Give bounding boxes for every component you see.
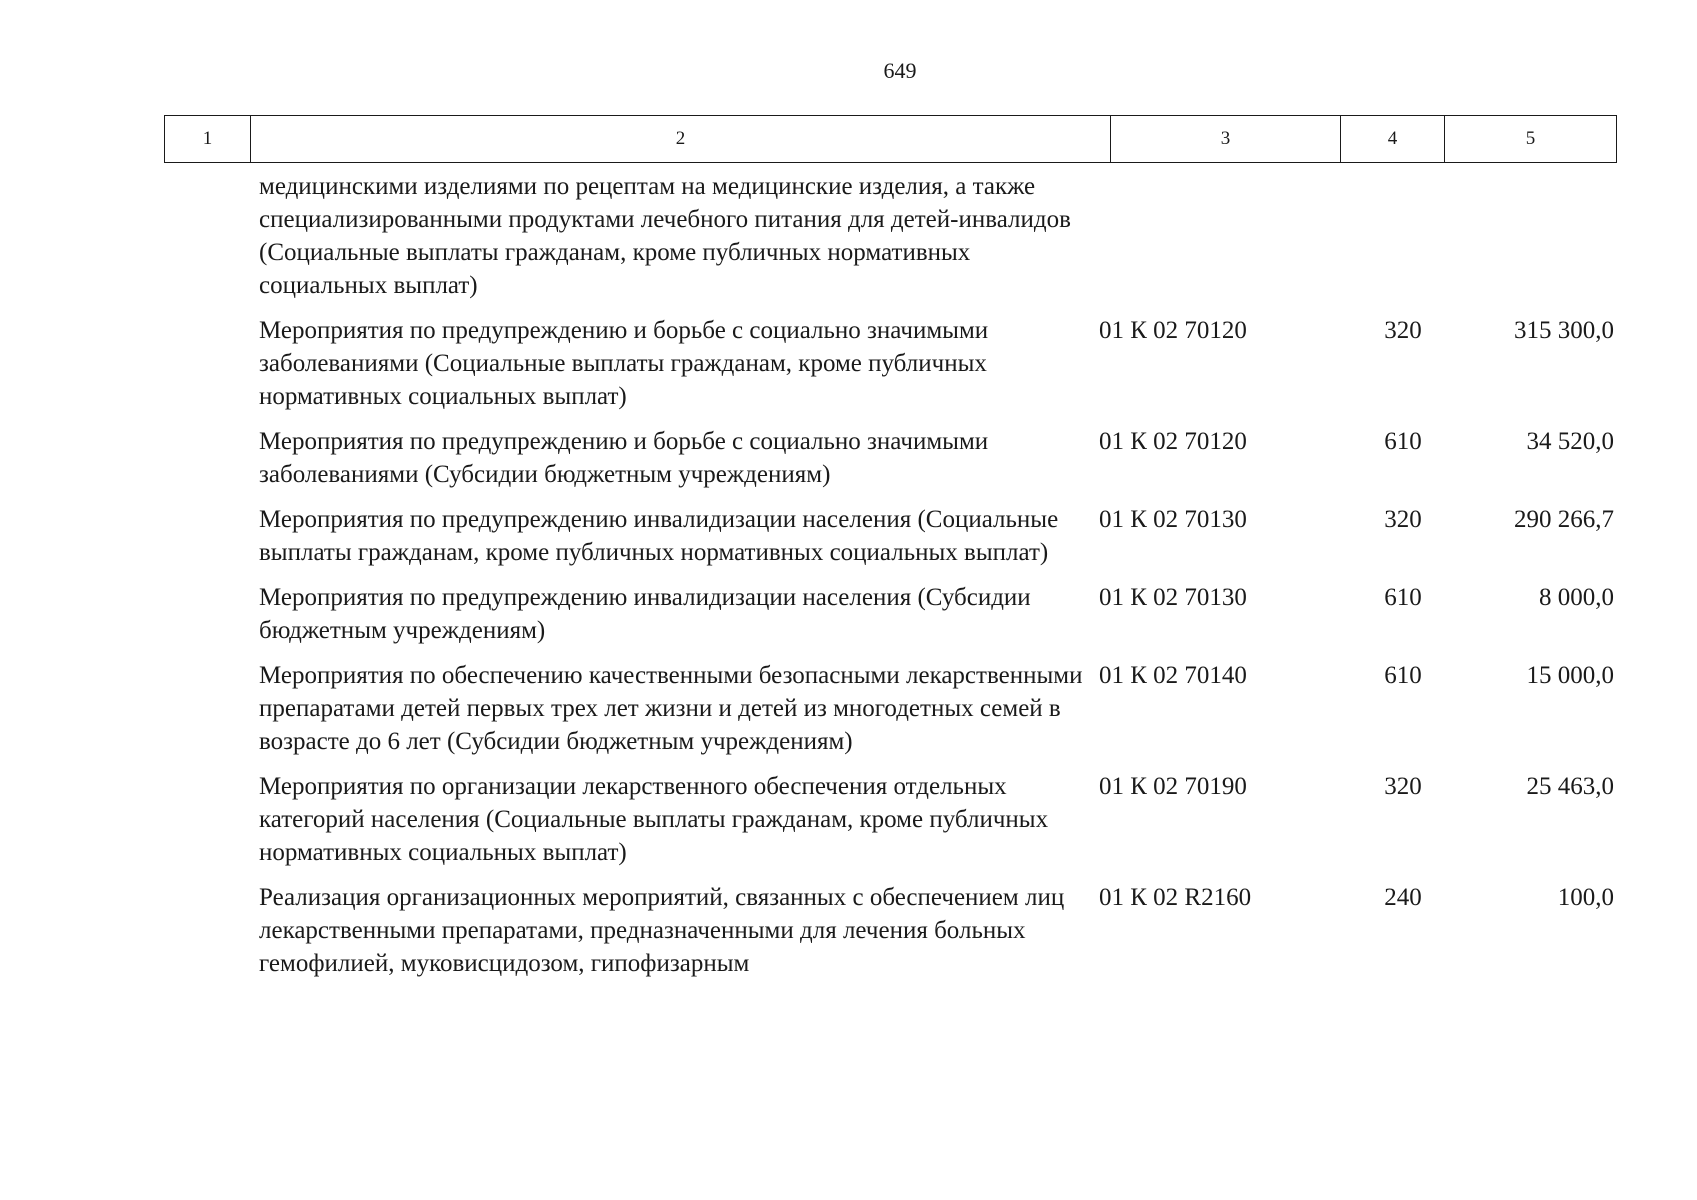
table-body [259, 170, 1614, 992]
column-header-4: 4 [1341, 116, 1445, 163]
table-row [259, 881, 1614, 980]
row-description: Реализация организационных мероприятий, связанных с обеспечением лиц лекарственными препаратами, предназначенными для лечения больных гемофилией, муковисцидозом, гипофизарным [259, 884, 1065, 977]
row-amount: 100,0 [1557, 884, 1614, 911]
row-expense-type: 610 [1384, 662, 1422, 689]
row-code [1099, 170, 1352, 302]
row-code: 01 К 02 70140 [1099, 662, 1247, 689]
table-row [259, 659, 1614, 758]
row-amount [1454, 170, 1614, 302]
row-amount: 15 000,0 [1526, 662, 1614, 689]
table-row [259, 770, 1614, 869]
row-code: 01 К 02 70120 [1099, 428, 1247, 455]
row-description: Мероприятия по предупреждению и борьбе с социально значимыми заболеваниями (Субсидии бюджетным учреждениям) [259, 428, 989, 488]
row-description: медицинскими изделиями по рецептам на медицинские изделия, а также специализированными продуктами лечебного питания для детей-инвалидов (Социальные выплаты гражданам, кроме публичных нормативных социальных выплат) [259, 173, 1071, 299]
row-code: 01 К 02 R2160 [1099, 884, 1252, 911]
row-amount: 34 520,0 [1526, 428, 1614, 455]
table-row [259, 425, 1614, 491]
row-description: Мероприятия по предупреждению инвалидизации населения (Субсидии бюджетным учреждениям) [259, 584, 1031, 644]
row-expense-type: 320 [1384, 773, 1422, 800]
row-description: Мероприятия по предупреждению инвалидизации населения (Социальные выплаты гражданам, кроме публичных нормативных социальных выплат) [259, 506, 1059, 566]
page-number: 649 [883, 58, 917, 83]
row-description: Мероприятия по предупреждению и борьбе с социально значимыми заболеваниями (Социальные выплаты гражданам, кроме публичных нормативных социальных выплат) [259, 317, 989, 410]
row-code: 01 К 02 70190 [1099, 773, 1247, 800]
column-header-2: 2 [251, 116, 1111, 163]
row-expense-type: 320 [1384, 317, 1422, 344]
row-code: 01 К 02 70130 [1099, 584, 1247, 611]
column-header-1: 1 [165, 116, 251, 163]
row-expense-type: 240 [1384, 884, 1422, 911]
row-amount: 315 300,0 [1514, 317, 1614, 344]
column-header-table [164, 115, 1617, 163]
row-expense-type: 320 [1384, 506, 1422, 533]
table-row [259, 314, 1614, 413]
row-amount: 8 000,0 [1539, 584, 1614, 611]
row-description: Мероприятия по обеспечению качественными безопасными лекарственными препаратами детей первых трех лет жизни и детей из многодетных семей в возрасте до 6 лет (Субсидии бюджетным учреждениям) [259, 662, 1083, 755]
row-expense-type: 610 [1384, 584, 1422, 611]
row-description: Мероприятия по организации лекарственного обеспечения отдельных категорий населения (Социальные выплаты гражданам, кроме публичных нормативных социальных выплат) [259, 773, 1049, 866]
table-row [259, 503, 1614, 569]
column-header-3: 3 [1111, 116, 1341, 163]
row-amount: 25 463,0 [1526, 773, 1614, 800]
row-expense-type: 610 [1384, 428, 1422, 455]
table-row [259, 170, 1614, 302]
column-header-5: 5 [1445, 116, 1617, 163]
column-header-row [165, 116, 1617, 163]
table-row [259, 581, 1614, 647]
row-amount: 290 266,7 [1514, 506, 1614, 533]
row-code: 01 К 02 70120 [1099, 317, 1247, 344]
row-expense-type [1352, 170, 1454, 302]
row-code: 01 К 02 70130 [1099, 506, 1247, 533]
